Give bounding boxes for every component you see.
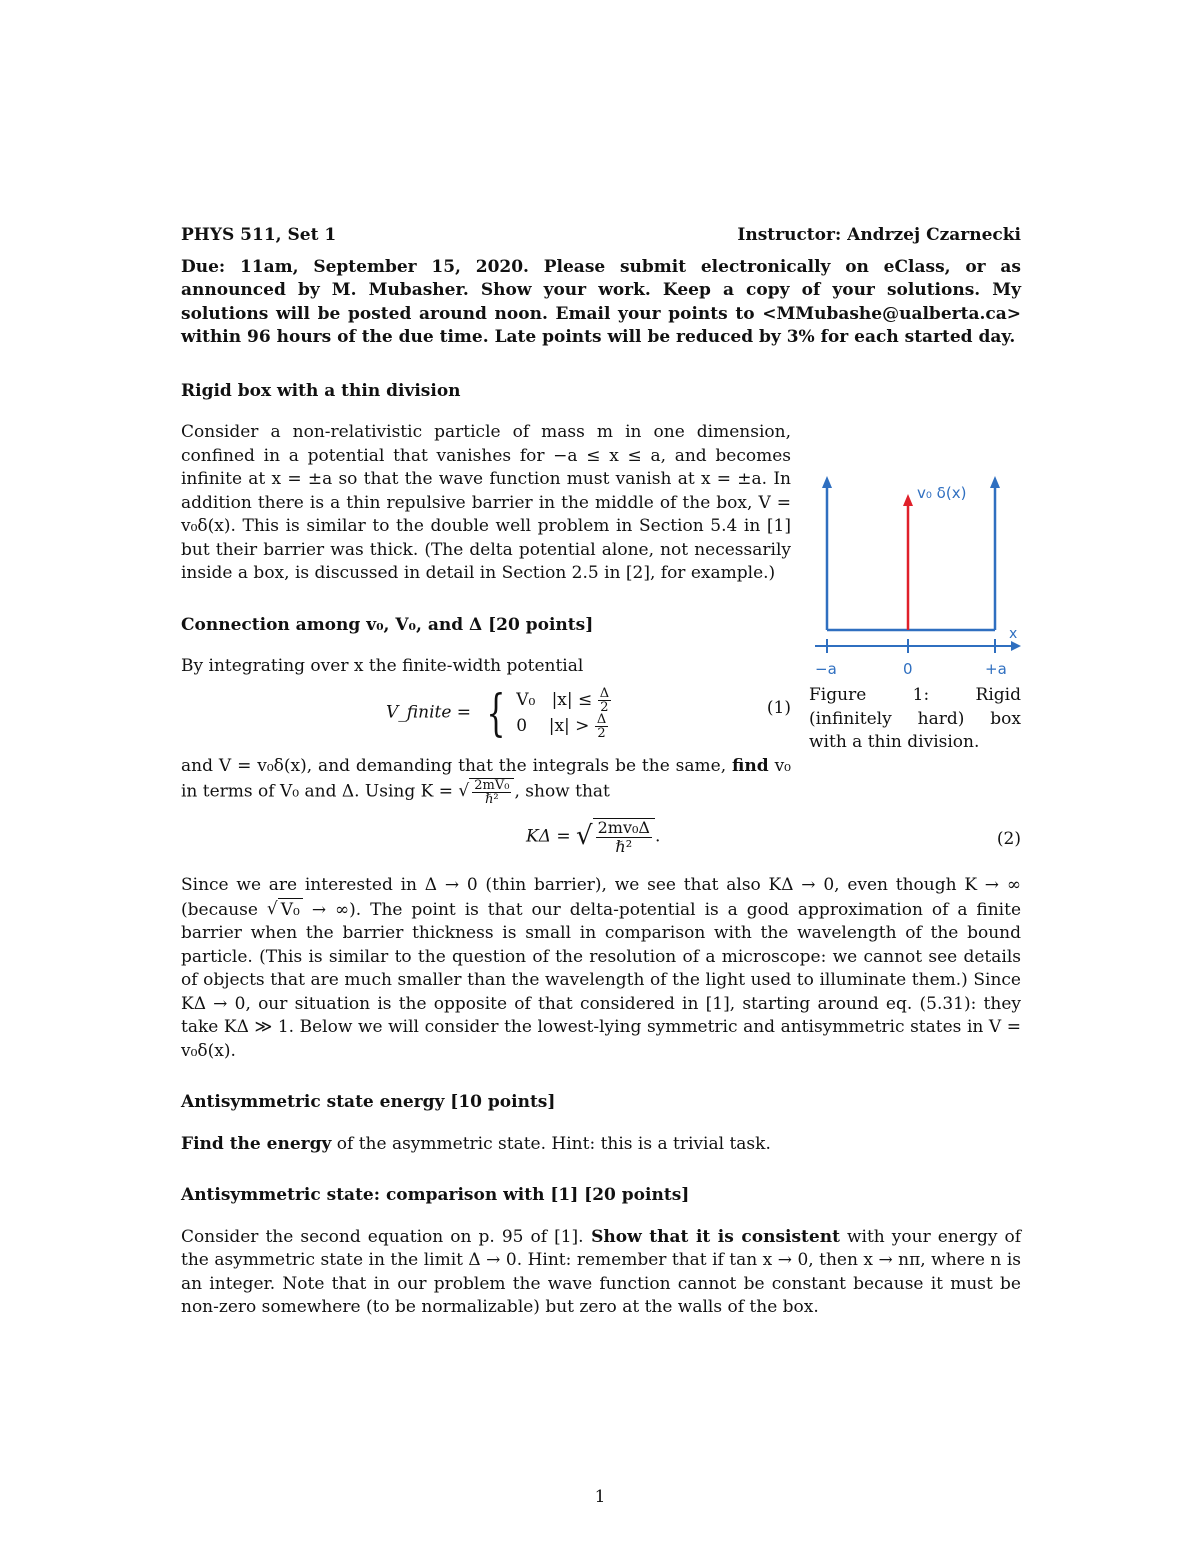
document-page [181, 224, 1021, 1320]
comparison-text-b: with your energy of the asymmetric state in the limit Δ → 0. Hint: remember that if tan x → 0, then x → nπ, where n is an integer. Note that in our problem the wave function cannot be constant because it must be non-zero somewhere (to be normalizable) but zero at the walls of the box. [181, 1226, 1022, 1317]
figure-1 [809, 474, 1021, 755]
eq2-frac-den: ℏ² [615, 837, 633, 856]
eq1-case2-cond: |x| > [548, 715, 590, 736]
eq1-case2-value: 0 [516, 715, 528, 736]
eq2-tail: . [654, 826, 661, 847]
integration-sentence: By integrating over x the finite-width potential [181, 656, 584, 676]
page-number: 1 [594, 1487, 606, 1507]
k-frac-num: 2mV₀ [474, 778, 510, 793]
section-title-rigid-box: Rigid box with a thin division [181, 380, 461, 401]
tick-label-right: +a [985, 660, 1007, 678]
find-v0-text-c: v₀ in terms of V₀ and Δ. Using K = [181, 755, 791, 802]
eq1-frac-den-2: 2 [597, 725, 606, 741]
tick-label-left: −a [815, 660, 837, 678]
eq1-frac-num: Δ [599, 685, 610, 701]
section-title-connection: Connection among v₀, V₀, and Δ [20 points] [181, 614, 594, 635]
right-wall-arrow [990, 476, 1000, 488]
comparison-paragraph [181, 1226, 1021, 1320]
antisym-energy-bold: Find the energy [181, 1133, 332, 1154]
header [181, 224, 1021, 248]
k-frac-den: ℏ² [485, 792, 499, 807]
eq2-number: (2) [996, 829, 1021, 849]
eq1-frac-num-2: Δ [596, 711, 607, 727]
delta-label: v₀ δ(x) [917, 484, 967, 502]
comparison-bold: Show that it is consistent [583, 1226, 840, 1247]
find-v0-paragraph: and V = v₀δ(x), and demanding that the integrals be the same, find v₀ in terms of V₀ and Δ. Using K = √ $\frac{\text{2mV₀}}{\text{ℏ²}}$ , show that [181, 755, 791, 807]
tick-label-mid: 0 [903, 660, 913, 678]
instructor: Instructor: Andrzej Czarnecki [737, 225, 1021, 245]
find-v0-bold: find [732, 755, 769, 776]
equation-2: KΔ = √ $\frac{\text{2mv₀Δ}}{\text{ℏ²}}$ . (2) [526, 818, 1021, 856]
left-wall-arrow [822, 476, 832, 488]
section-title-antisym-energy: Antisymmetric state energy [10 points] [181, 1092, 556, 1112]
x-axis-label: x [1009, 626, 1018, 642]
thin-barrier-text-a: Since we are interested in Δ → 0 (thin barrier), we see that also KΔ → 0, even though K → ∞ (because [181, 875, 1021, 920]
figure-caption: Figure 1: Rigid (infinitely hard) box with a thin division. [809, 685, 1021, 752]
eq1-frac-den: 2 [600, 699, 609, 715]
find-v0-text-a: and V = v₀δ(x), and demanding that the integrals be the same, [181, 755, 727, 776]
comparison-text-a: Consider the second equation on p. 95 of [1]. [181, 1226, 584, 1247]
sqrt-v0: V₀ [278, 898, 303, 923]
eq2-frac-num: 2mv₀Δ [597, 818, 650, 837]
x-axis-arrow [1011, 641, 1021, 651]
course-title: PHYS 511, Set 1 [181, 225, 337, 245]
eq1-lhs: V_finite = [386, 702, 472, 722]
equation-1: V_finite = { V₀ |x| ≤ $\frac{\Delta}{2}$ 0 |x| > $\frac{\Delta}{2}$ (1) [386, 683, 791, 742]
antisym-energy-text: of the asymmetric state. Hint: this is a trivial task. [331, 1133, 771, 1154]
find-v0-text-d: , show that [514, 781, 610, 802]
rigid-box-diagram [809, 474, 1021, 684]
delta-arrow [903, 494, 913, 506]
eq1-case1-cond: |x| ≤ [551, 689, 593, 710]
thin-barrier-paragraph: Since we are interested in Δ → 0 (thin barrier), we see that also KΔ → 0, even though K → ∞ (because √ V₀ → ∞). The point is that our delta-potential is a good approximation of a finite barrier when the barrier thickness is small in comparison with the wavelength of the bound particle. (This is similar to the question of the resolution of a microscope: we cannot see details of objects that are much smaller than the wavelength of the light used to illuminate them.) Since KΔ → 0, our situation is the opposite of that considered in [1], starting around eq. (5.31): they take KΔ ≫ 1. Below we will consider the lowest-lying symmetric and antisymmetric states in V = v₀δ(x). [181, 875, 1022, 1061]
intro-paragraph: Consider a non-relativistic particle of mass m in one dimension, confined in a potential that vanishes for −a ≤ x ≤ a, and becomes infinite at x = ±a so that the wave function must vanish at x = ±a. In addition there is a thin repulsive barrier in the middle of the box, V = v₀δ(x). This is similar to the double well problem in Section 5.4 in [1] but their barrier was thick. (The delta potential alone, not necessarily inside a box, is discussed in detail in Section 2.5 in [2], for example.) [181, 422, 791, 583]
due-notice: Due: 11am, September 15, 2020. Please submit electronically on eClass, or as announced by M. Mubasher. Show your work. Keep a copy of your solutions. My solutions will be posted around noon. Email your points to <MMubashe@ualberta.ca> within 96 hours of the due time. Late points will be reduced by 3% for each started day. [181, 256, 1021, 347]
antisym-energy-paragraph [181, 1133, 1021, 1157]
thin-barrier-text-b: → ∞). The point is that our delta-potential is a good approximation of a finite barrier when the barrier thickness is small in comparison with the wavelength of the bound particle. (This is similar to the question of the resolution of a microscope: we cannot see details of objects that are much smaller than the wavelength of the light used to illuminate them.) Since KΔ → 0, our situation is the opposite of that considered in [1], starting around eq. (5.31): they take KΔ ≫ 1. Below we will consider the lowest-lying symmetric and antisymmetric states in V = v₀δ(x). [181, 899, 1022, 1061]
section-title-comparison: Antisymmetric state: comparison with [1] [20 points] [181, 1185, 690, 1205]
eq2-lhs: KΔ = [526, 826, 571, 847]
eq1-case1-value: V₀ [516, 689, 536, 710]
eq1-number: (1) [766, 697, 791, 718]
